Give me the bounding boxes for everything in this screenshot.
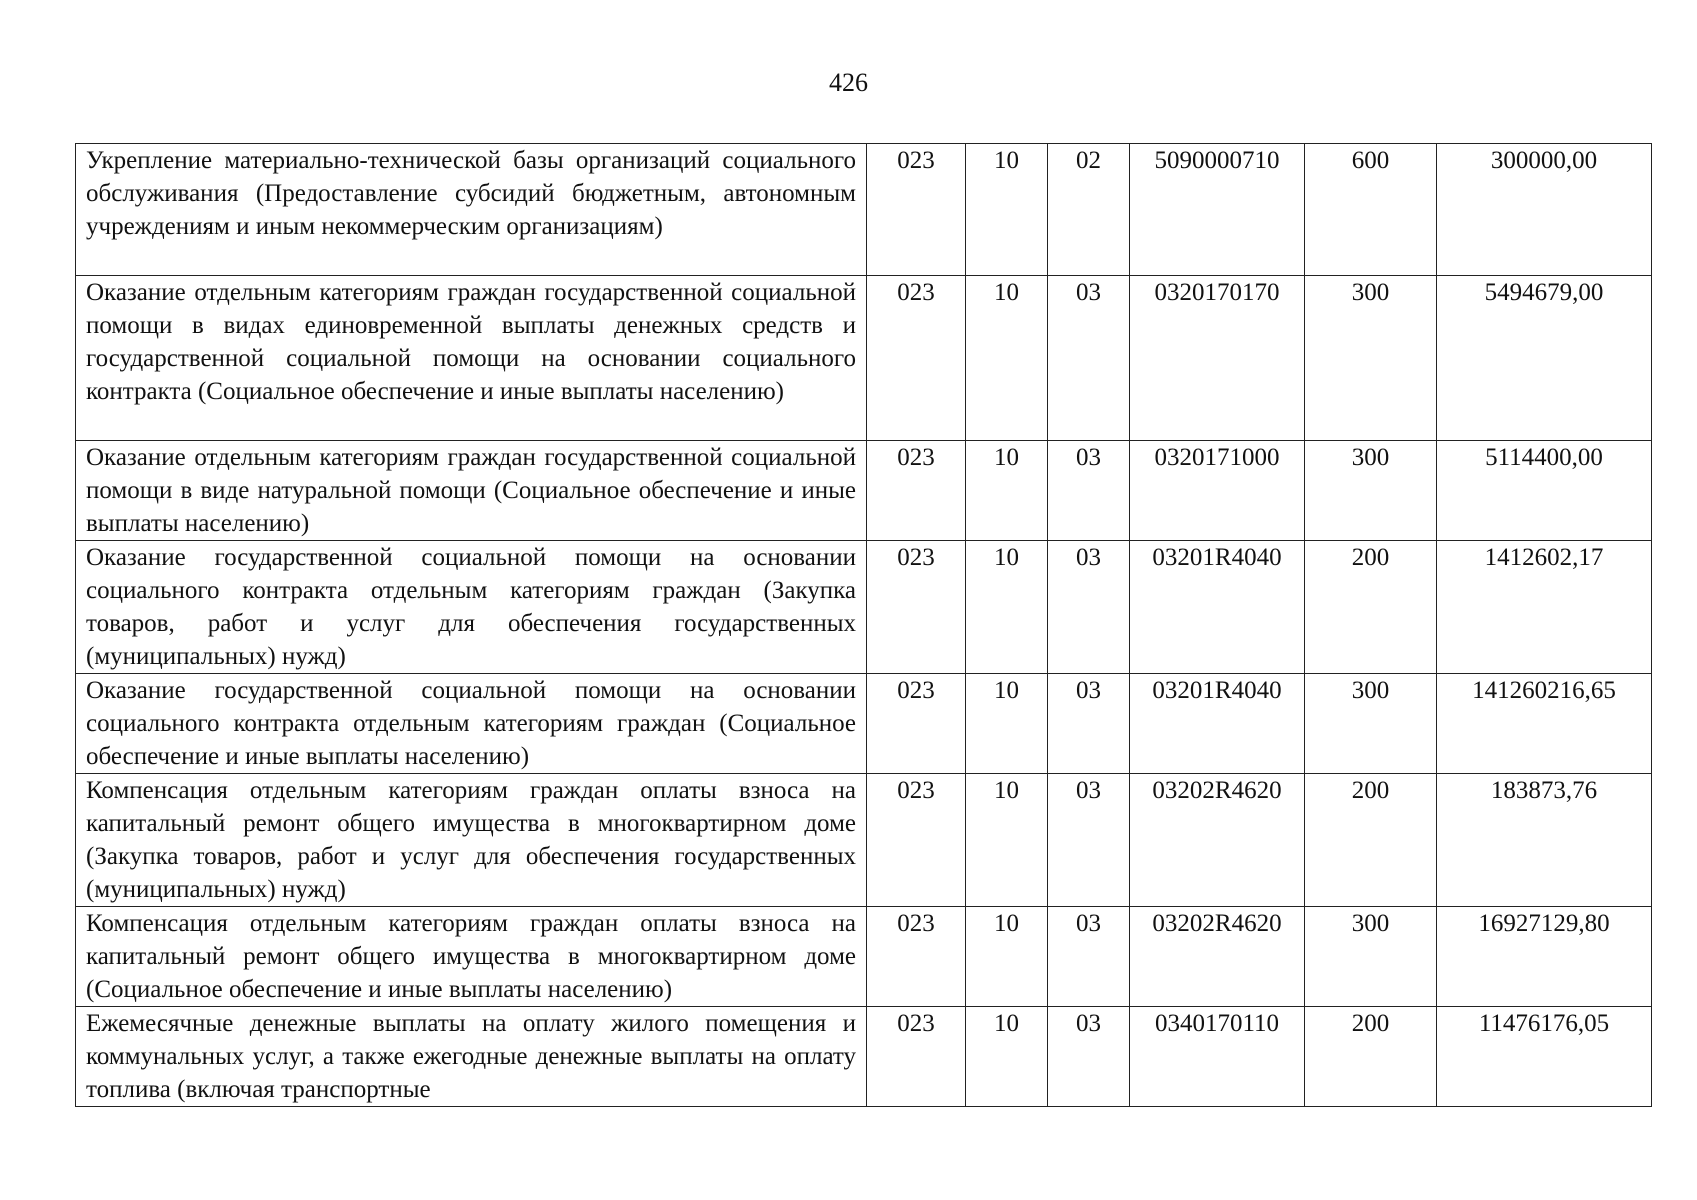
row-expense-type: 200	[1305, 774, 1437, 907]
row-expense-type: 200	[1305, 541, 1437, 674]
row-sum: 1412602,17	[1437, 541, 1652, 674]
row-section-code: 10	[966, 674, 1048, 774]
row-sum: 300000,00	[1437, 144, 1652, 276]
table-row	[76, 907, 1652, 1007]
row-target-code: 0320170170	[1130, 276, 1305, 441]
row-description: Оказание государственной социальной помощи на основании социального контракта отдельным категориям граждан (Социальное обеспечение и иные выплаты населению)	[76, 674, 867, 774]
row-description: Компенсация отдельным категориям граждан оплаты взноса на капитальный ремонт общего имущества в многоквартирном доме (Закупка товаров, работ и услуг для обеспечения государственных (муниципальных) нужд)	[76, 774, 867, 907]
row-description: Компенсация отдельным категориям граждан оплаты взноса на капитальный ремонт общего имущества в многоквартирном доме (Социальное обеспечение и иные выплаты населению)	[76, 907, 867, 1007]
row-section-code: 10	[966, 144, 1048, 276]
table-row	[76, 441, 1652, 541]
row-sum: 183873,76	[1437, 774, 1652, 907]
row-sum: 5114400,00	[1437, 441, 1652, 541]
row-expense-type: 300	[1305, 441, 1437, 541]
row-sum: 5494679,00	[1437, 276, 1652, 441]
row-description: Оказание отдельным категориям граждан государственной социальной помощи в виде натуральной помощи (Социальное обеспечение и иные выплаты населению)	[76, 441, 867, 541]
row-subsection-code: 03	[1048, 276, 1130, 441]
row-subsection-code: 03	[1048, 907, 1130, 1007]
row-ved-code: 023	[867, 441, 966, 541]
table-row	[76, 144, 1652, 276]
row-section-code: 10	[966, 774, 1048, 907]
row-sum: 16927129,80	[1437, 907, 1652, 1007]
row-section-code: 10	[966, 441, 1048, 541]
table-row	[76, 276, 1652, 441]
row-ved-code: 023	[867, 144, 966, 276]
row-expense-type: 300	[1305, 674, 1437, 774]
row-sum: 141260216,65	[1437, 674, 1652, 774]
row-target-code: 03201R4040	[1130, 674, 1305, 774]
row-expense-type: 300	[1305, 276, 1437, 441]
row-expense-type: 300	[1305, 907, 1437, 1007]
row-ved-code: 023	[867, 774, 966, 907]
table-row	[76, 774, 1652, 907]
row-description: Оказание отдельным категориям граждан государственной социальной помощи в видах единовременной выплаты денежных средств и государственной социальной помощи на основании социального контракта (Социальное обеспечение и иные выплаты населению)	[76, 276, 867, 441]
row-section-code: 10	[966, 276, 1048, 441]
table-row	[76, 1007, 1652, 1107]
row-description: Ежемесячные денежные выплаты на оплату жилого помещения и коммунальных услуг, а также ежегодные денежные выплаты на оплату топлива (включая транспортные	[76, 1007, 867, 1107]
row-expense-type: 200	[1305, 1007, 1437, 1107]
row-ved-code: 023	[867, 907, 966, 1007]
row-subsection-code: 03	[1048, 441, 1130, 541]
row-subsection-code: 03	[1048, 674, 1130, 774]
row-expense-type: 600	[1305, 144, 1437, 276]
row-section-code: 10	[966, 541, 1048, 674]
row-sum: 11476176,05	[1437, 1007, 1652, 1107]
row-target-code: 03201R4040	[1130, 541, 1305, 674]
row-description: Укрепление материально-технической базы организаций социального обслуживания (Предоставление субсидий бюджетным, автономным учреждениям и иным некоммерческим организациям)	[76, 144, 867, 276]
row-target-code: 0340170110	[1130, 1007, 1305, 1107]
row-subsection-code: 03	[1048, 541, 1130, 674]
row-ved-code: 023	[867, 674, 966, 774]
row-ved-code: 023	[867, 541, 966, 674]
row-target-code: 0320171000	[1130, 441, 1305, 541]
row-ved-code: 023	[867, 1007, 966, 1107]
row-section-code: 10	[966, 907, 1048, 1007]
page-number: 426	[829, 68, 868, 97]
row-section-code: 10	[966, 1007, 1048, 1107]
row-description: Оказание государственной социальной помощи на основании социального контракта отдельным категориям граждан (Закупка товаров, работ и услуг для обеспечения государственных (муниципальных) нужд)	[76, 541, 867, 674]
row-subsection-code: 02	[1048, 144, 1130, 276]
row-target-code: 03202R4620	[1130, 774, 1305, 907]
table-row	[76, 541, 1652, 674]
row-subsection-code: 03	[1048, 1007, 1130, 1107]
row-ved-code: 023	[867, 276, 966, 441]
row-subsection-code: 03	[1048, 774, 1130, 907]
row-target-code: 03202R4620	[1130, 907, 1305, 1007]
row-target-code: 5090000710	[1130, 144, 1305, 276]
table-row	[76, 674, 1652, 774]
budget-table	[75, 143, 1652, 1107]
